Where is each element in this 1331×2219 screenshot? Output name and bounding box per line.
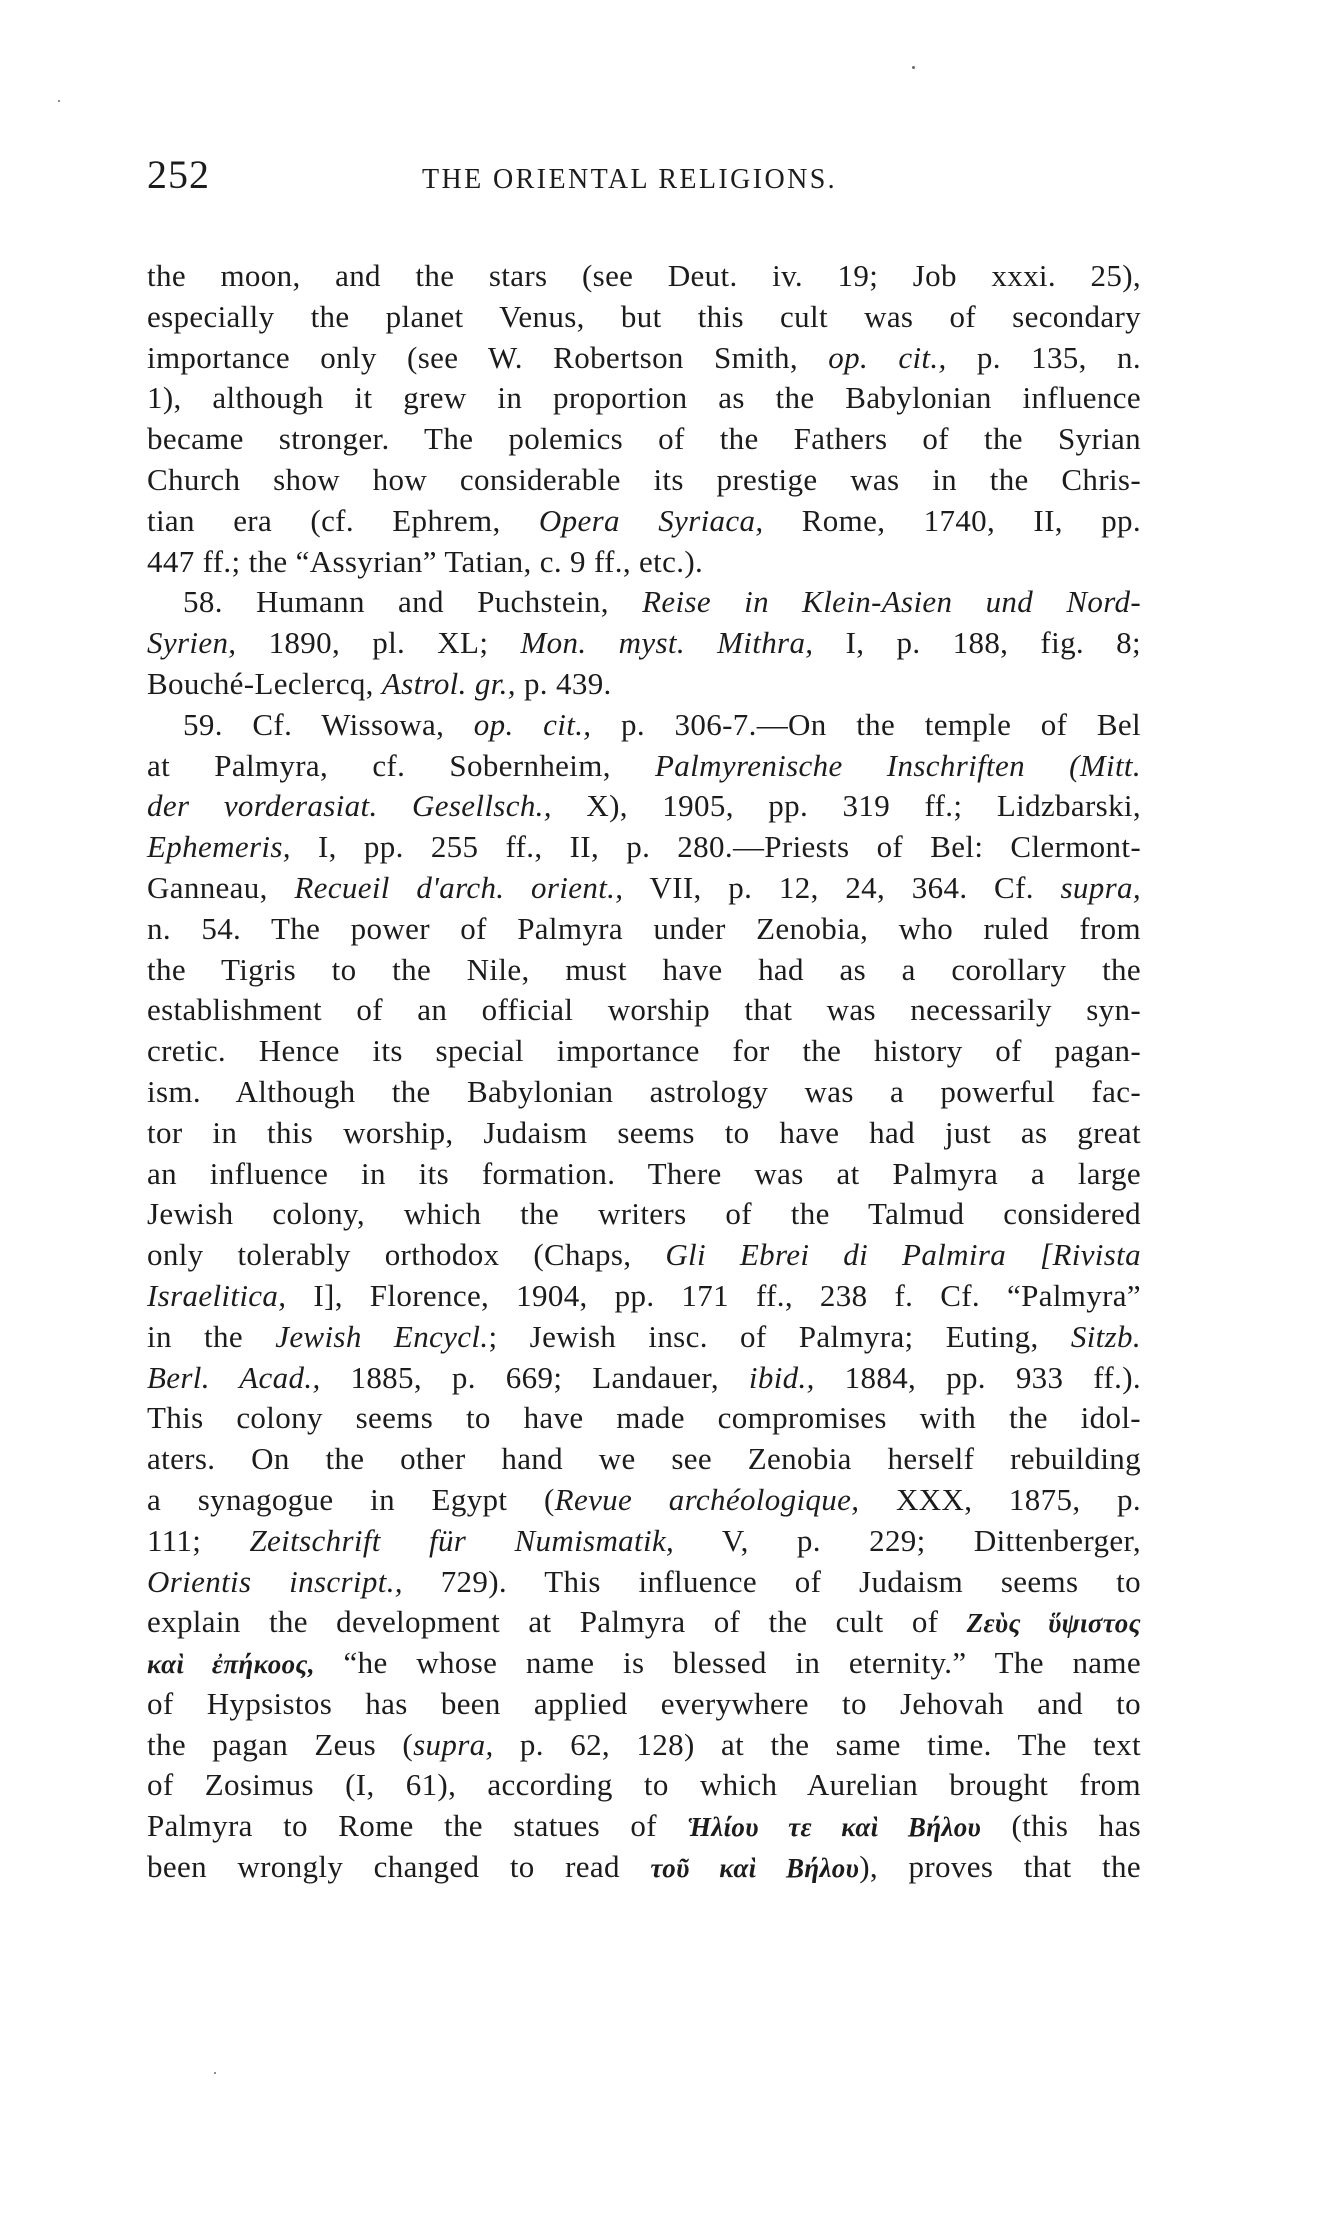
italic-citation: supra, [1060,869,1141,905]
italic-citation: Mon. myst. Mithra, [520,625,814,661]
text-run: X), 1905, pp. 319 ff.; Lidzbarski, [551,788,1141,824]
text-run: V, p. 229; Dittenberger, [674,1522,1141,1558]
text-run: “he whose name is blessed in eternity.” The name [314,1645,1141,1681]
text-line [147,1643,1141,1684]
text-run: of Zosimus (I, 61), according to which Aurelian brought from [147,1767,1141,1803]
text-line [147,1113,1141,1154]
text-line [147,419,1141,460]
text-line [147,746,1141,787]
running-head: THE ORIENTAL RELIGIONS. [422,164,838,195]
text-run: only tolerably orthodox (Chaps, [147,1237,666,1273]
text-run: Jewish colony, which the writers of the Talmud considered [147,1196,1141,1232]
text-run: XXX, 1875, p. [859,1481,1142,1517]
text-line [147,868,1141,909]
text-line [147,460,1141,501]
text-run: Ganneau, [147,869,295,905]
italic-citation: Reise in Klein-Asien und Nord- [642,584,1141,620]
body-text [147,256,1141,1888]
text-line [147,1235,1141,1276]
greek-text: Ἡλίου τε καὶ Βήλου [687,1812,982,1843]
text-run: cretic. Hence its special importance for the history of pagan- [147,1033,1141,1069]
text-run: 111; [147,1522,250,1558]
text-run: p. 306-7.—On the temple of Bel [591,706,1141,742]
text-line [147,1725,1141,1766]
text-line [147,256,1141,297]
text-run: 59. Cf. Wissowa, [183,706,474,742]
text-run: in the [147,1318,276,1354]
text-line [147,705,1141,746]
text-run: 1890, pl. XL; [236,625,521,661]
text-run: I, pp. 255 ff., II, p. 280.—Priests of Bel: Clermont- [290,829,1141,865]
text-run: 729). This influence of Judaism seems to [402,1563,1141,1599]
text-run: n. 54. The power of Palmyra under Zenobia, who ruled from [147,910,1141,946]
text-line [147,1154,1141,1195]
text-line [147,542,1141,583]
text-run: at Palmyra, cf. Sobernheim, [147,747,655,783]
text-run: an influence in its formation. There was at Palmyra a large [147,1155,1141,1191]
italic-citation: der vorderasiat. Gesellsch., [147,788,552,824]
text-run: of Hypsistos has been applied everywhere to Jehovah and to [147,1685,1141,1721]
text-line [147,990,1141,1031]
text-run: VII, p. 12, 24, 364. Cf. [623,869,1061,905]
text-line [147,1439,1141,1480]
italic-citation: ibid., [748,1359,815,1395]
greek-text: καὶ ἐπήκοος, [147,1649,315,1680]
text-line [147,582,1141,623]
text-run: 1884, pp. 933 ff.). [814,1359,1141,1395]
text-line [147,1194,1141,1235]
text-line [147,909,1141,950]
text-line [147,1684,1141,1725]
text-run: the moon, and the stars (see Deut. iv. 19; Job xxxi. 25), [147,258,1141,293]
greek-text: Ζεὺς ὕψιστος [966,1608,1141,1639]
text-line [147,1562,1141,1603]
text-run: 447 ff.; the “Assyrian” Tatian, c. 9 ff., etc.). [147,543,704,579]
page-number: 252 [147,152,210,197]
text-run: the pagan Zeus ( [147,1726,414,1762]
text-line [147,501,1141,542]
italic-citation: supra, [413,1726,494,1762]
text-line [147,950,1141,991]
paper-speck [58,100,60,102]
italic-citation: op. cit., [473,706,592,742]
text-run: explain the development at Palmyra of the cult of [147,1604,967,1640]
italic-citation: Berl. Acad., [147,1359,321,1395]
italic-citation: op. cit., [828,339,947,375]
text-run: p. 135, n. [946,339,1141,375]
italic-citation: Sitzb. [1070,1318,1141,1354]
text-run: ), proves that the [859,1849,1141,1885]
italic-citation: Gli Ebrei di Palmira [Rivista [665,1237,1141,1273]
italic-citation: Ephemeris, [147,829,291,865]
text-line [147,623,1141,664]
italic-citation: Israelitica, [147,1277,287,1313]
text-run: aters. On the other hand we see Zenobia herself rebuilding [147,1441,1141,1477]
paper-speck [912,66,915,69]
italic-citation: Jewish Encycl. [275,1318,489,1354]
italic-citation: Orientis inscript., [147,1563,403,1599]
text-line [147,1398,1141,1439]
page-header [147,150,1147,210]
text-run: importance only (see W. Robertson Smith, [147,339,829,375]
text-run: Bouché-Leclercq, [147,665,382,701]
text-line [147,1276,1141,1317]
text-line [147,1031,1141,1072]
greek-text: τοῦ καὶ Βήλου [650,1853,860,1884]
text-run: 58. Humann and Puchstein, [183,584,643,620]
text-run: p. 439. [515,665,612,701]
text-run: tor in this worship, Judaism seems to have had just as great [147,1114,1141,1150]
text-run: Palmyra to Rome the statues of [147,1808,688,1844]
text-run: especially the planet Venus, but this cult was of secondary [147,298,1141,334]
text-run: I], Florence, 1904, pp. 171 ff., 238 f. Cf. “Palmyra” [286,1277,1141,1313]
italic-citation: Revue archéologique, [554,1481,860,1517]
italic-citation: Syrien, [147,625,237,661]
text-line [147,1806,1141,1847]
text-line [147,338,1141,379]
text-run: (this has [981,1808,1142,1844]
text-run: ; Jewish insc. of Palmyra; Euting, [488,1318,1071,1354]
text-run: ism. Although the Babylonian astrology was a powerful fac- [147,1073,1141,1109]
paper-speck [214,2072,216,2074]
text-line [147,378,1141,419]
text-line [147,786,1141,827]
text-run: This colony seems to have made compromises with the idol- [147,1400,1141,1436]
text-run: been wrongly changed to read [147,1849,651,1885]
text-line [147,664,1141,705]
italic-citation: Opera Syriaca, [538,502,764,538]
italic-citation: Astrol. gr., [381,665,516,701]
italic-citation: Zeitschrift für Numismatik, [249,1522,675,1558]
text-run: p. 62, 128) at the same time. The text [493,1726,1141,1762]
text-line [147,1072,1141,1113]
text-run: tian era (cf. Ephrem, [147,502,539,538]
text-run: became stronger. The polemics of the Fathers of the Syrian [147,421,1141,457]
text-run: the Tigris to the Nile, must have had as a corollary the [147,951,1141,987]
text-line [147,1765,1141,1806]
text-run: 1885, p. 669; Landauer, [320,1359,749,1395]
text-run: Rome, 1740, II, pp. [763,502,1141,538]
text-run: a synagogue in Egypt ( [147,1481,555,1517]
text-run: 1), although it grew in proportion as the Babylonian influence [147,380,1141,416]
text-line [147,827,1141,868]
text-line [147,1480,1141,1521]
italic-citation: Palmyrenische Inschriften (Mitt. [655,747,1141,783]
text-run: I, p. 188, fig. 8; [813,625,1141,661]
text-run: Church show how considerable its prestige was in the Chris- [147,461,1141,497]
text-line [147,1358,1141,1399]
text-line [147,1521,1141,1562]
italic-citation: Recueil d'arch. orient., [294,869,624,905]
text-run: establishment of an official worship that was necessarily syn- [147,992,1141,1028]
text-line [147,1317,1141,1358]
text-line [147,1847,1141,1888]
text-line [147,297,1141,338]
text-line [147,1602,1141,1643]
